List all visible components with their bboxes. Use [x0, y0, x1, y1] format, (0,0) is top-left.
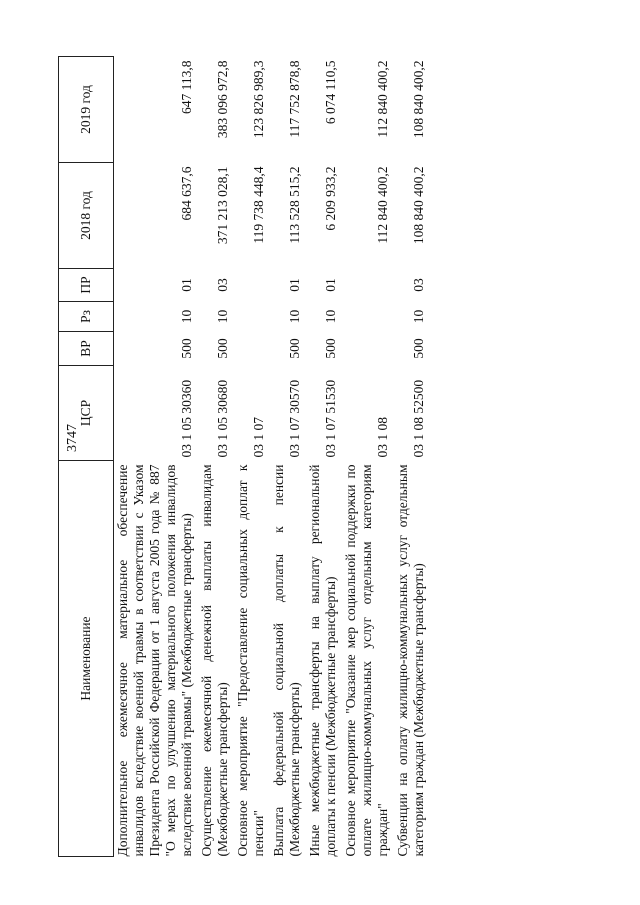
rotated-table-container	[58, 57, 588, 857]
row-pr	[234, 269, 270, 302]
row-csr: 03 1 08 52500	[411, 379, 426, 458]
row-csr: 03 1 07 51530	[323, 379, 338, 458]
row-vr: 500	[287, 338, 302, 359]
row-2018: 112 840 400,2	[375, 166, 390, 244]
row-csr: 03 1 08	[375, 417, 390, 458]
header-name: Наименование	[59, 461, 114, 857]
header-csr: ЦСР	[59, 366, 114, 461]
row-vr	[234, 332, 270, 366]
row-2018: 684 637,6	[179, 166, 194, 221]
table-header-row	[59, 57, 114, 857]
row-2019: 112 840 400,2	[375, 60, 390, 138]
row-2019: 108 840 400,2	[411, 60, 426, 139]
row-pr	[342, 269, 394, 302]
page-number: 3747	[65, 424, 80, 452]
row-2019: 123 826 989,3	[251, 60, 266, 139]
header-vr: ВР	[59, 332, 114, 366]
table-row	[114, 57, 199, 857]
row-vr: 500	[323, 338, 338, 359]
row-name: Субвенции на оплату жилищно-коммунальных услуг отдельным категориям граждан (Межбюджетные трансферты)	[395, 464, 426, 857]
row-pr: 01	[179, 278, 194, 292]
row-2018: 108 840 400,2	[411, 166, 426, 245]
header-pr: ПР	[59, 269, 114, 302]
row-2019: 6 074 110,5	[323, 60, 338, 125]
row-pr: 01	[323, 278, 338, 292]
row-rz: 10	[323, 309, 338, 324]
row-2018: 371 213 028,1	[215, 166, 230, 245]
row-rz	[342, 302, 394, 332]
row-rz	[234, 302, 270, 332]
table-row	[342, 57, 394, 857]
row-pr: 01	[287, 278, 302, 292]
row-csr: 03 1 07 30570	[287, 379, 302, 458]
row-2018: 113 528 515,2	[287, 166, 302, 244]
row-name: Дополнительное ежемесячное материальное обеспечение инвалидов вследствие военной травмы в соответствии с Указом Президента Российской Федерации от 1 августа 2005 года № 887 "О мерах по улучшению материального положения инвалидов вследствие военной травмы" (Межбюджетные трансферты)	[115, 464, 194, 857]
budget-table	[58, 56, 430, 857]
row-name: Основное мероприятие "Оказание мер социальной поддержки по оплате жилищно-коммунальных услуг отдельным категориям граждан"	[343, 464, 390, 857]
row-name: Осуществление ежемесячной денежной выплаты инвалидам (Межбюджетные трансферты)	[199, 464, 230, 857]
row-vr: 500	[215, 338, 230, 359]
row-rz: 10	[287, 309, 302, 324]
header-2019: 2019 год	[59, 57, 114, 163]
table-row	[306, 57, 342, 857]
row-rz: 10	[411, 309, 426, 324]
row-2019: 117 752 878,8	[287, 60, 302, 138]
row-pr: 03	[411, 278, 426, 292]
row-csr: 03 1 07	[251, 417, 266, 458]
table-row	[394, 57, 430, 857]
row-vr: 500	[179, 338, 194, 359]
header-2018: 2018 год	[59, 163, 114, 269]
row-2019: 383 096 972,8	[215, 60, 230, 139]
row-rz: 10	[179, 309, 194, 324]
row-csr: 03 1 05 30360	[179, 379, 194, 458]
table-row	[234, 57, 270, 857]
row-csr: 03 1 05 30680	[215, 379, 230, 458]
row-2018: 119 738 448,4	[251, 166, 266, 244]
row-name: Основное мероприятие "Предоставление социальных доплат к пенсии"	[235, 464, 266, 857]
row-rz: 10	[215, 309, 230, 324]
table-row	[198, 57, 234, 857]
row-name: Иные межбюджетные трансферты на выплату региональной доплаты к пенсии (Межбюджетные трансферты)	[307, 464, 338, 857]
row-2018: 6 209 933,2	[323, 166, 338, 231]
row-vr: 500	[411, 338, 426, 359]
row-2019: 647 113,8	[179, 60, 194, 114]
row-vr	[342, 332, 394, 366]
table-row	[270, 57, 306, 857]
header-rz: Рз	[59, 302, 114, 332]
row-pr: 03	[215, 278, 230, 292]
row-name: Выплата федеральной социальной доплаты к пенсии (Межбюджетные трансферты)	[271, 464, 302, 857]
